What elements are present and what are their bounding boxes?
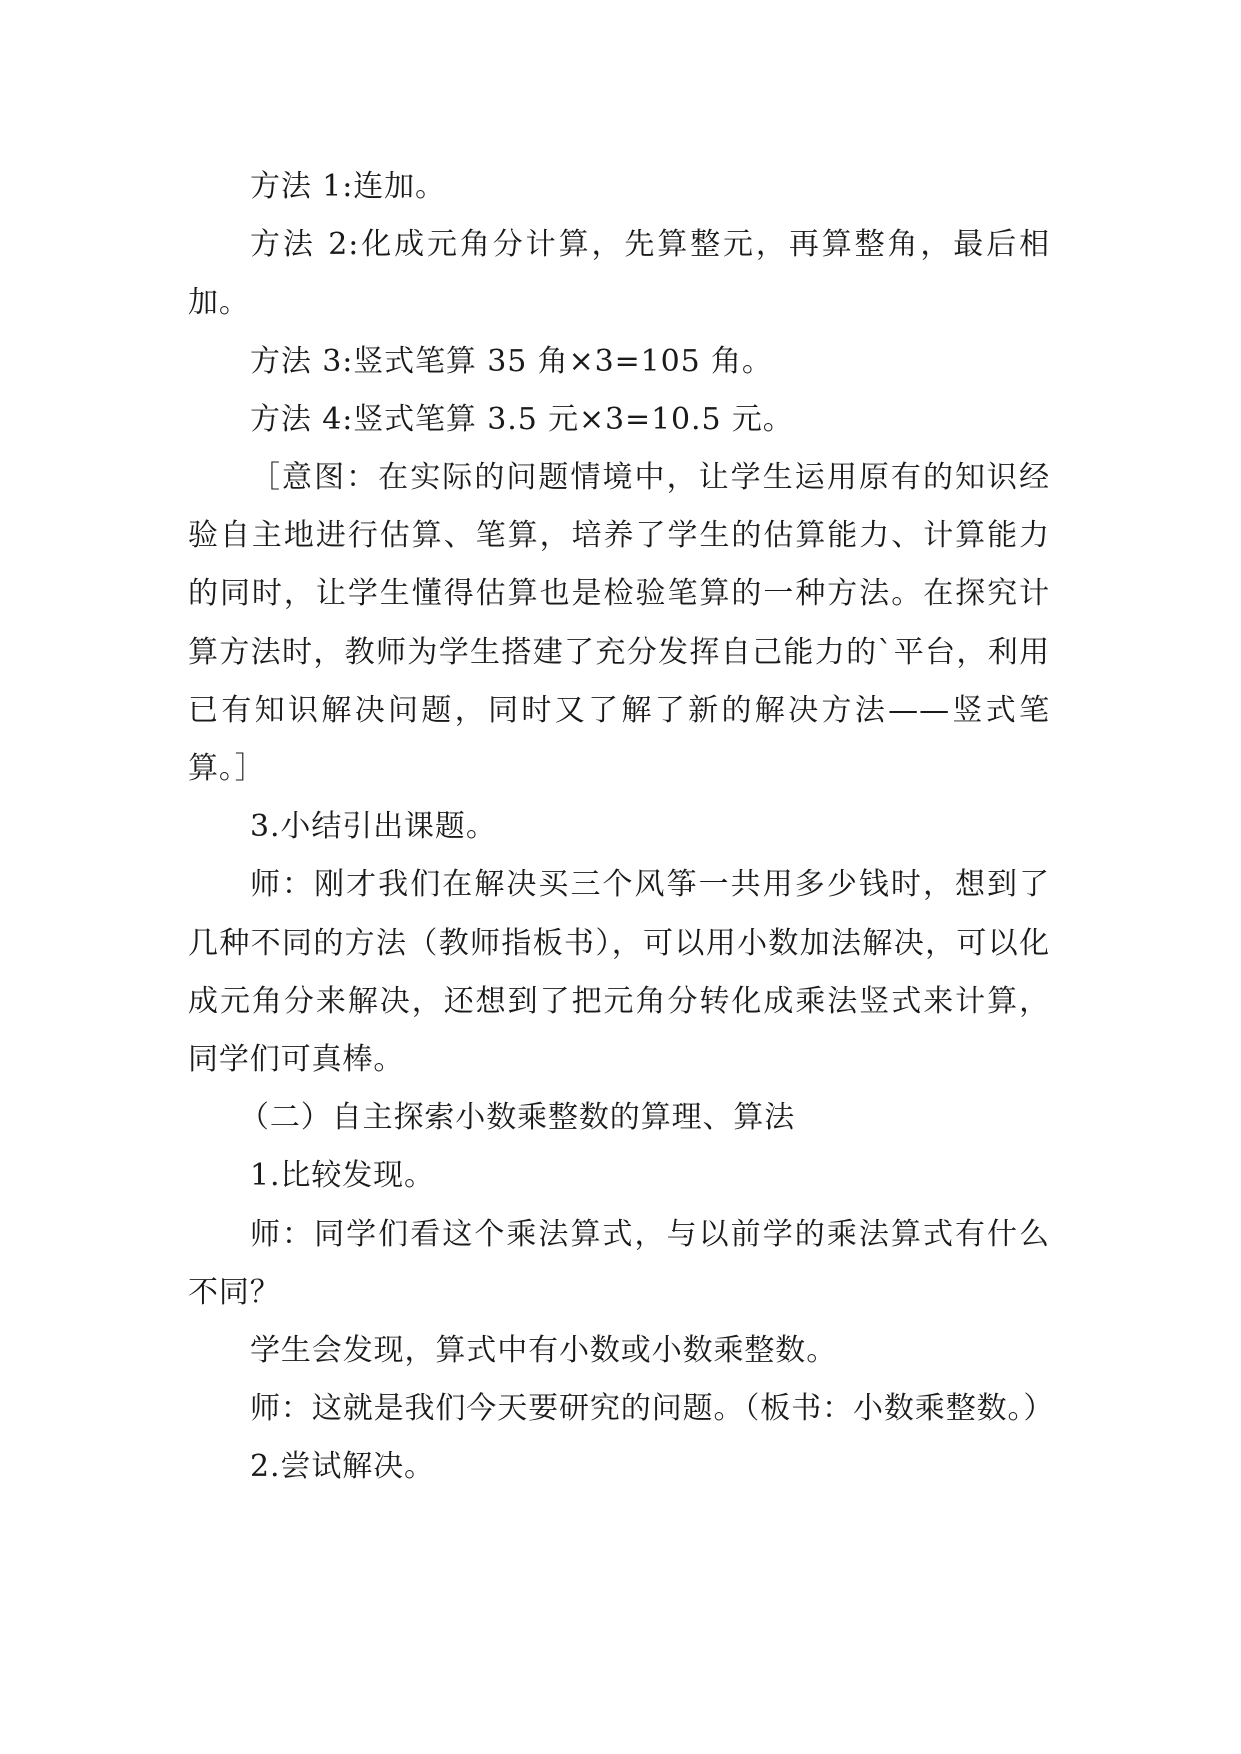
paragraph-student-finding: 学生会发现，算式中有小数或小数乘整数。 [250, 1333, 838, 1369]
paragraph-method-2: 方法 2:化成元角分计算，先算整元，再算整角，最后相加。 [188, 227, 1050, 321]
paragraph-teacher-topic: 师：这就是我们今天要研究的问题。（板书：小数乘整数。） [250, 1391, 1055, 1427]
paragraph-method-1: 方法 1:连加。 [250, 169, 446, 204]
paragraph-method-4: 方法 4:竖式笔算 3.5 元×3=10.5 元。 [250, 401, 794, 437]
section-heading: （二）自主探索小数乘整数的算理、算法 [239, 1100, 796, 1136]
paragraph-intent-note: ［意图：在实际的问题情境中，让学生运用原有的知识经验自主地进行估算、笔算，培养了学生的估算能力、计算能力的同时，让学生懂得估算也是检验笔算的一种方法。在探究计算方法时，教师为学生搭建了充分发挥自己能力的`平台，利用已有知识解决问题，同时又了解了新的解决方法——竖式笔算。］ [188, 460, 1050, 787]
paragraph-compare-step: 1.比较发现。 [250, 1158, 435, 1194]
document-body [188, 158, 1055, 1497]
paragraph-summary-step: 3.小结引出课题。 [250, 809, 497, 845]
paragraph-teacher-question: 师：同学们看这个乘法算式，与以前学的乘法算式有什么不同？ [188, 1216, 1050, 1310]
paragraph-method-3: 方法 3:竖式笔算 35 角×3=105 角。 [250, 343, 773, 379]
paragraph-try-step: 2.尝试解决。 [250, 1449, 435, 1485]
paragraph-teacher-summary: 师：刚才我们在解决买三个风筝一共用多少钱时，想到了几种不同的方法（教师指板书），可以用小数加法解决，可以化成元角分来解决，还想到了把元角分转化成乘法竖式来计算，同学们可真棒。 [188, 867, 1050, 1078]
